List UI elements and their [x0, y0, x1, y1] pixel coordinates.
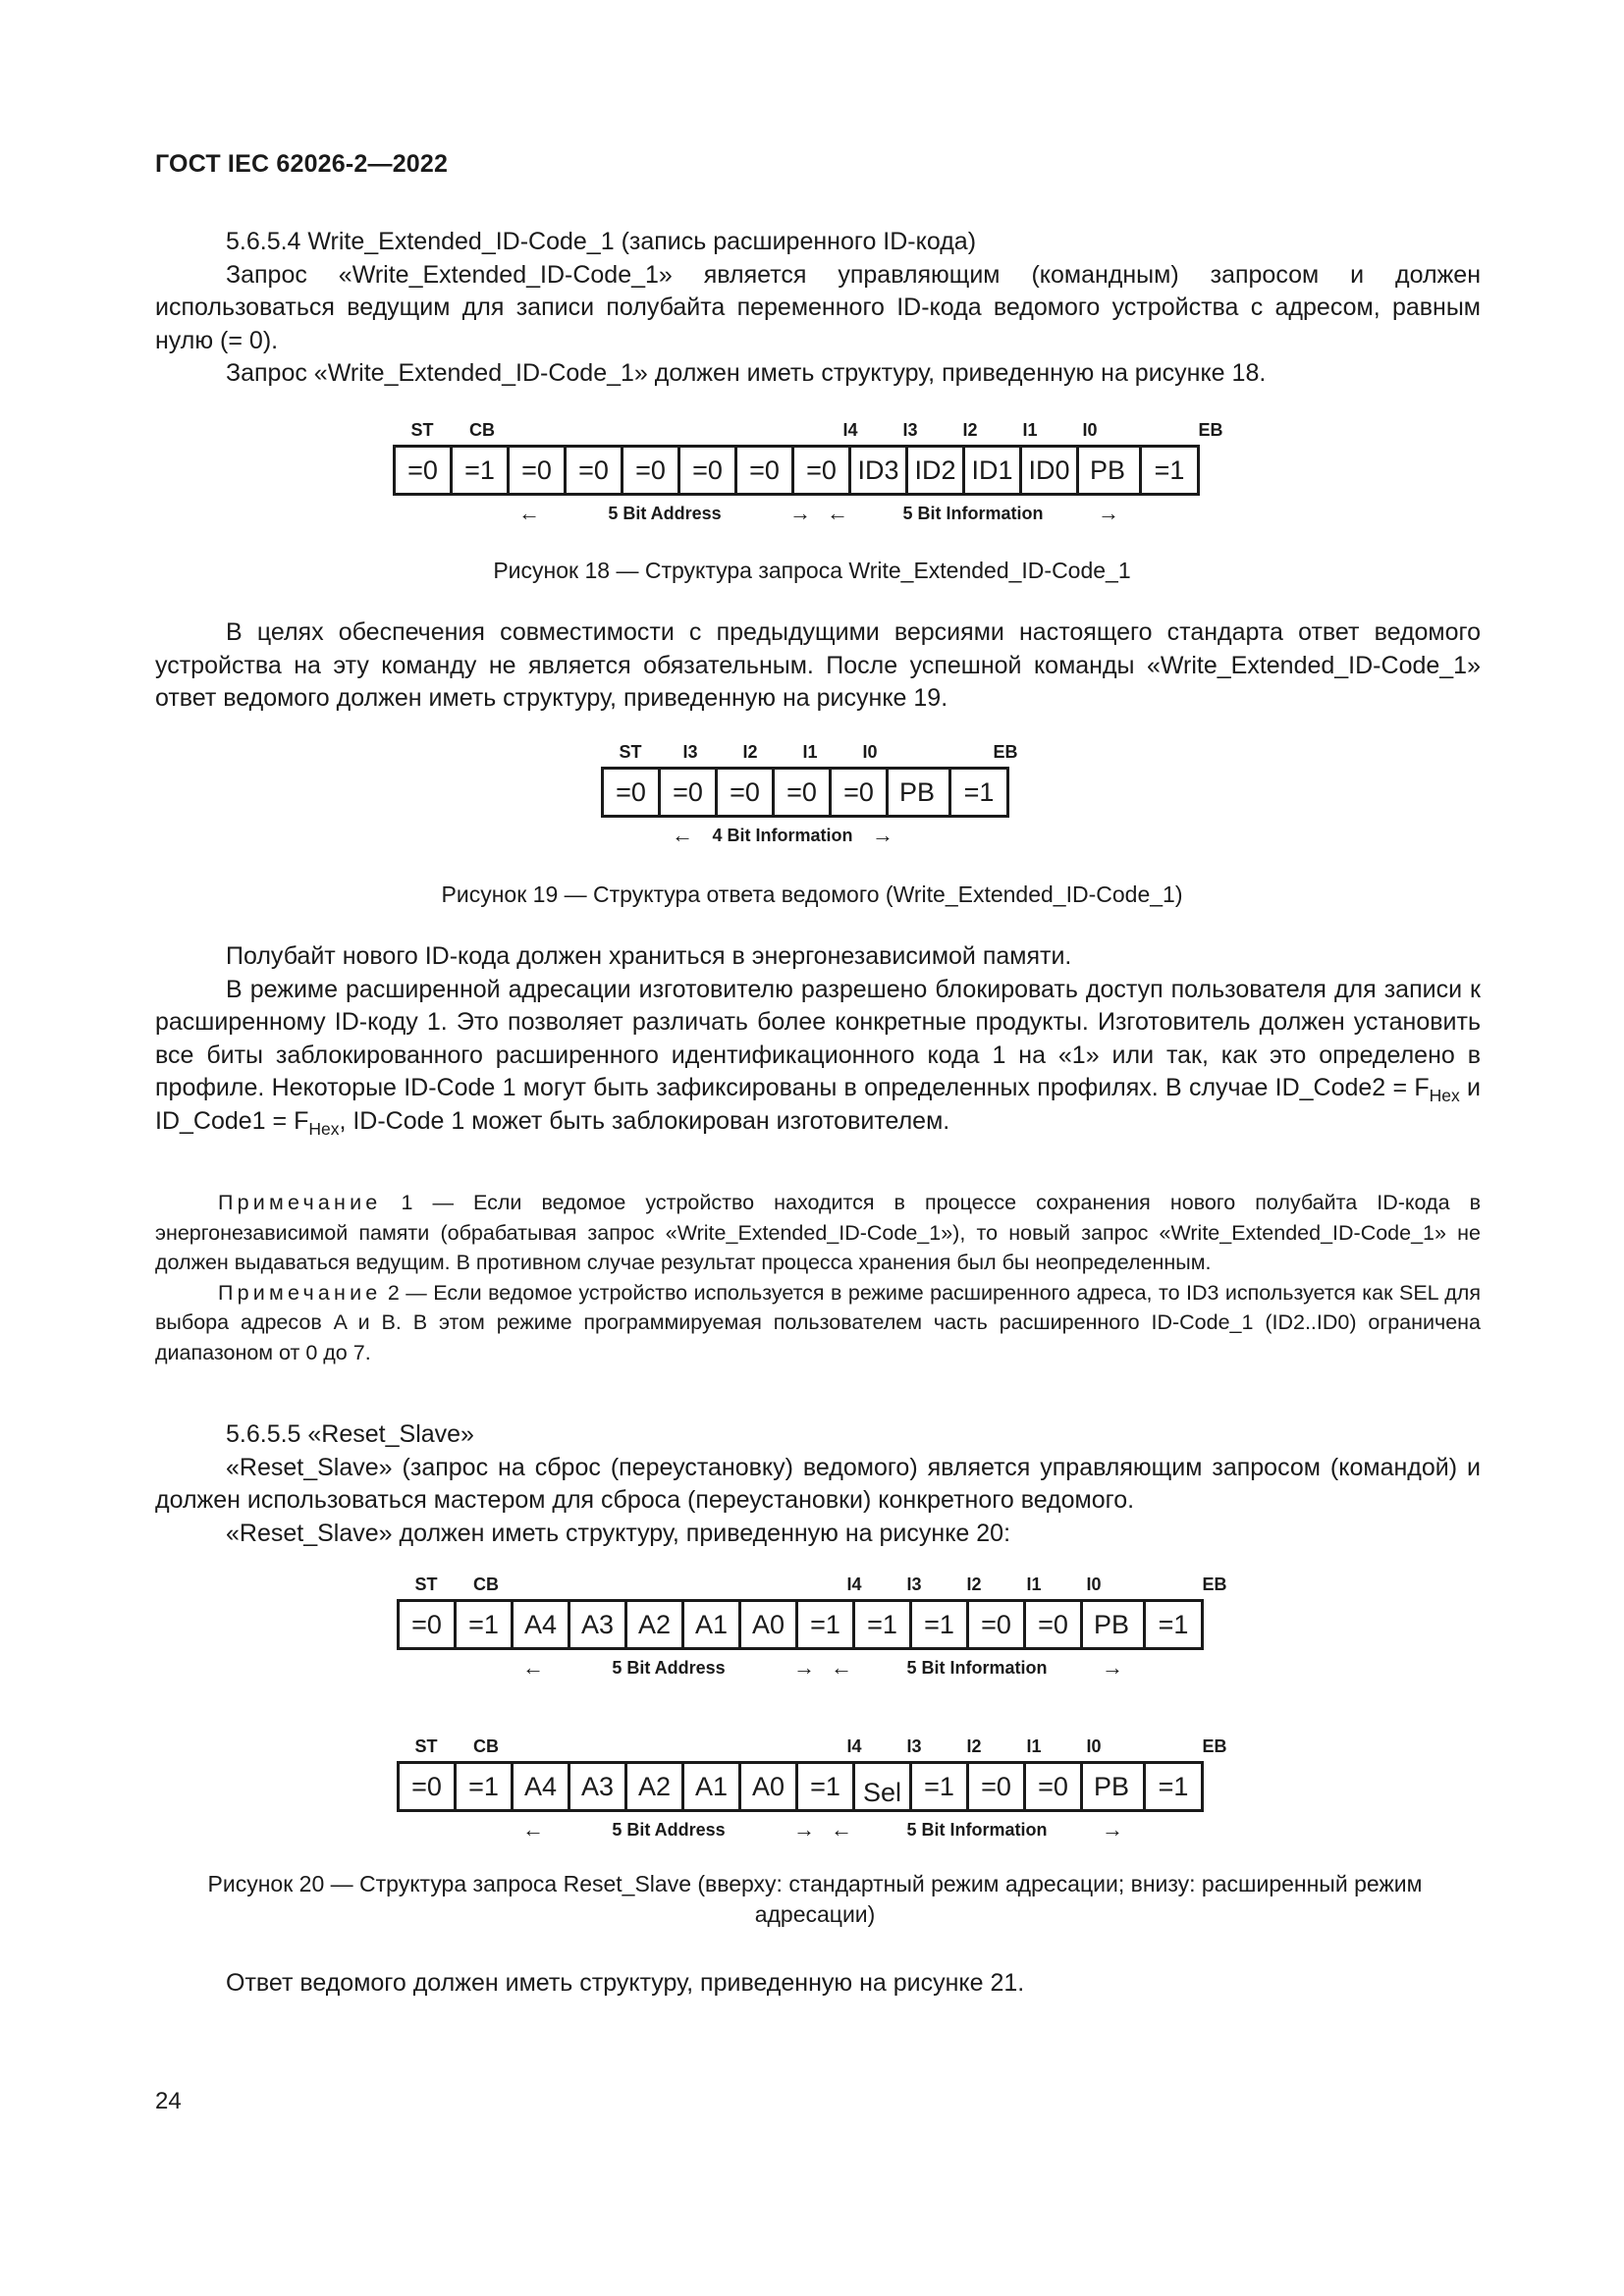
- bit-cell: =1: [457, 1764, 514, 1809]
- bit-ranges: [397, 1819, 1251, 1844]
- bit-cell: =0: [661, 770, 718, 815]
- bit-label: I3: [682, 742, 698, 762]
- paragraph: В целях обеспечения совместимости с предыдущими версиями настоящего стандарта ответ ведомого устройства на эту команду не является обязательным. После успешной команды «Write_Extended_ID-Code_1» ответ ведомого должен иметь структуру, приведенную на рисунке 19.: [155, 618, 1481, 712]
- info-range: [831, 1819, 1123, 1841]
- bit-label: I1: [1026, 1575, 1042, 1594]
- address-range: [522, 1657, 815, 1679]
- bit-cell: =1: [798, 1764, 855, 1809]
- figure-20-bottom-frame: [397, 1736, 1251, 1844]
- bit-cell: =0: [396, 448, 453, 493]
- page-number: 24: [155, 2088, 182, 2114]
- bit-cell: A0: [741, 1602, 798, 1647]
- bit-label: CB: [473, 1575, 499, 1594]
- sel-text: Sel: [862, 1777, 902, 1807]
- arrow-right-icon: →: [793, 1655, 815, 1680]
- bit-cell: =0: [794, 448, 851, 493]
- address-range: [518, 503, 811, 524]
- bit-label: EB: [1202, 1575, 1227, 1594]
- bit-label: I1: [1026, 1736, 1042, 1756]
- bit-cell: PB: [1083, 1602, 1140, 1647]
- bit-labels: [601, 742, 1043, 766]
- bit-label: ST: [619, 742, 642, 762]
- bit-cell: A4: [514, 1602, 570, 1647]
- bit-label: ST: [414, 1575, 438, 1594]
- note-2: [155, 1278, 1481, 1368]
- info-range-label: 5 Bit Information: [906, 1657, 1048, 1678]
- bit-label: ST: [410, 420, 434, 440]
- bit-labels: [393, 420, 1247, 444]
- bit-label: I4: [846, 1736, 862, 1756]
- arrow-right-icon: →: [1102, 1655, 1123, 1680]
- bit-label: I1: [1022, 420, 1038, 440]
- bit-label: I4: [846, 1575, 862, 1594]
- figure-19-frame: [601, 742, 1043, 850]
- paragraph: Полубайт нового ID-кода должен храниться в энергонезависимой памяти.: [226, 942, 1072, 970]
- arrow-left-icon: ←: [522, 1655, 544, 1680]
- bit-cell: =0: [832, 770, 889, 815]
- section-heading: 5.6.5.4 Write_Extended_ID-Code_1 (запись расширенного ID-кода): [226, 228, 977, 255]
- bit-label: CB: [469, 420, 495, 440]
- bit-labels: [397, 1736, 1251, 1760]
- bit-cell: =1: [1158, 1771, 1189, 1801]
- bit-label: I4: [842, 420, 858, 440]
- paragraph-fhex: [155, 974, 1481, 1139]
- figure-20-top-frame: [397, 1575, 1251, 1682]
- compat-paragraph-block: [155, 616, 1481, 716]
- bit-label: I2: [962, 420, 978, 440]
- address-range-label: 5 Bit Address: [608, 503, 722, 523]
- bit-cell: =0: [1026, 1764, 1083, 1809]
- bit-cell: ID1: [965, 448, 1022, 493]
- bit-label: I1: [802, 742, 818, 762]
- page-header: ГОСТ IEC 62026-2—2022: [155, 150, 449, 178]
- arrow-left-icon: ←: [518, 501, 540, 525]
- bit-cell: =1: [855, 1602, 912, 1647]
- bit-label: CB: [473, 1736, 499, 1756]
- bit-cell: A1: [684, 1764, 741, 1809]
- bit-label: I2: [966, 1736, 982, 1756]
- bit-cell: A1: [684, 1602, 741, 1647]
- bit-label: EB: [1202, 1736, 1227, 1756]
- note-text: 2 — Если ведомое устройство используется в режиме расширенного адреса, то ID3 используется как SEL для выбора адресов A и B. В этом режиме программируемая пользователем часть расширенного ID-Code_1 (ID2..ID0) ограничена диапазоном от 0 до 7.: [155, 1280, 1481, 1364]
- info-range: [672, 825, 893, 846]
- bit-cells: [393, 445, 1200, 496]
- bit-cell: =1: [798, 1602, 855, 1647]
- address-range: [522, 1819, 815, 1841]
- bit-labels: [397, 1575, 1251, 1598]
- subscript: Hex: [308, 1118, 340, 1139]
- text-segment: и ID_Code1 = F: [155, 1074, 1481, 1135]
- arrow-left-icon: ←: [831, 1655, 852, 1680]
- bit-cell: =0: [680, 448, 737, 493]
- bit-cell: A3: [570, 1602, 627, 1647]
- arrow-left-icon: ←: [827, 501, 848, 525]
- bit-label: I0: [1082, 420, 1098, 440]
- address-range-label: 5 Bit Address: [612, 1657, 726, 1678]
- note-1: [155, 1188, 1481, 1278]
- figure-20-caption: Рисунок 20 — Структура запроса Reset_Slave (вверху: стандартный режим адресации; внизу: расширенный режим адресации): [207, 1871, 1423, 1927]
- arrow-left-icon: ←: [672, 823, 693, 847]
- bit-label: I0: [1086, 1736, 1102, 1756]
- figure-18-frame: [393, 420, 1247, 528]
- bit-cell: =1: [963, 776, 995, 807]
- bit-label: EB: [993, 742, 1018, 762]
- note-label: Примечание: [218, 1280, 382, 1305]
- bit-ranges: [601, 825, 1043, 850]
- figure-19-caption: Рисунок 19 — Структура ответа ведомого (Write_Extended_ID-Code_1): [441, 881, 1183, 907]
- bit-ranges: [397, 1657, 1251, 1682]
- arrow-left-icon: ←: [522, 1817, 544, 1842]
- bit-cell: =1: [912, 1602, 969, 1647]
- body-block-2: [155, 940, 1481, 1138]
- subscript: Hex: [1429, 1086, 1460, 1105]
- bit-label: I3: [902, 420, 918, 440]
- bit-cell: PB: [1083, 1764, 1140, 1809]
- bit-cell: =1: [912, 1764, 969, 1809]
- bit-cell: =0: [718, 770, 775, 815]
- bit-cell: =1: [457, 1602, 514, 1647]
- bit-cell: A4: [514, 1764, 570, 1809]
- bit-cell: A0: [741, 1764, 798, 1809]
- info-range-label: 5 Bit Information: [906, 1819, 1048, 1840]
- bit-label: EB: [1198, 420, 1223, 440]
- section-heading: 5.6.5.5 «Reset_Slave»: [226, 1420, 474, 1448]
- figure-18-caption: Рисунок 18 — Структура запроса Write_Extended_ID-Code_1: [493, 558, 1131, 583]
- section-5654: [155, 226, 1481, 391]
- bit-label: I0: [862, 742, 878, 762]
- arrow-right-icon: →: [1098, 501, 1119, 525]
- section-5655: [155, 1418, 1481, 1550]
- bit-cells: [397, 1761, 1204, 1812]
- info-range-label: 4 Bit Information: [712, 825, 853, 845]
- bit-label: I2: [742, 742, 758, 762]
- arrow-left-icon: ←: [831, 1817, 852, 1842]
- bit-cell: =0: [604, 770, 661, 815]
- bit-cell: ID0: [1022, 448, 1079, 493]
- bit-cell: =1: [453, 448, 510, 493]
- bit-cell: =0: [510, 448, 567, 493]
- paragraph: Запрос «Write_Extended_ID-Code_1» должен иметь структуру, приведенную на рисунке 18.: [226, 359, 1267, 387]
- bit-ranges: [393, 503, 1247, 528]
- arrow-right-icon: →: [872, 823, 893, 847]
- bit-cell: PB: [1079, 448, 1136, 493]
- bit-label: I0: [1086, 1575, 1102, 1594]
- paragraph: «Reset_Slave» (запрос на сброс (переустановку) ведомого) является управляющим запросом (командой) и должен использоваться мастером для сброса (переустановки) конкретного ведомого.: [155, 1453, 1481, 1514]
- bit-cell: =1: [1158, 1609, 1189, 1639]
- info-range-label: 5 Bit Information: [902, 503, 1044, 523]
- arrow-right-icon: →: [789, 501, 811, 525]
- bit-cell-sel: [855, 1764, 912, 1809]
- bit-cell: PB: [889, 770, 946, 815]
- bit-cell: =0: [969, 1764, 1026, 1809]
- info-range: [827, 503, 1119, 524]
- bit-label: I3: [906, 1575, 922, 1594]
- bit-cell: ID2: [908, 448, 965, 493]
- bit-cell: =0: [737, 448, 794, 493]
- bit-cell: =0: [775, 770, 832, 815]
- bit-cell: A2: [627, 1602, 684, 1647]
- bit-cell: A3: [570, 1764, 627, 1809]
- paragraph: Ответ ведомого должен иметь структуру, приведенную на рисунке 21.: [226, 1969, 1025, 1997]
- note-label: Примечание: [218, 1191, 382, 1214]
- bit-cell: =0: [400, 1764, 457, 1809]
- bit-label: ST: [414, 1736, 438, 1756]
- address-range-label: 5 Bit Address: [612, 1819, 726, 1840]
- paragraph: Запрос «Write_Extended_ID-Code_1» является управляющим (командным) запросом и должен использоваться ведущим для записи полубайта переменного ID-кода ведомого устройства с адресом, равным нулю (= 0).: [155, 260, 1481, 354]
- bit-cell: ID3: [851, 448, 908, 493]
- closing-block: [155, 1967, 1481, 2001]
- note-text: 1 — Если ведомое устройство находится в процессе сохранения нового полубайта ID-кода в энергонезависимой памяти (обрабатывая запрос «Write_Extended_ID-Code_1»), то новый запрос «Write_Extended_ID-Code_1» не должен выдаваться ведущим. В противном случае результат процесса хранения был бы неопределенным.: [155, 1191, 1481, 1274]
- info-range: [831, 1657, 1123, 1679]
- bit-cell: =0: [567, 448, 623, 493]
- bit-cell: A2: [627, 1764, 684, 1809]
- text-segment: , ID-Code 1 может быть заблокирован изготовителем.: [339, 1106, 950, 1135]
- arrow-right-icon: →: [1102, 1817, 1123, 1842]
- bit-label: I3: [906, 1736, 922, 1756]
- bit-cells: [601, 767, 1009, 818]
- bit-cell: =0: [969, 1602, 1026, 1647]
- paragraph: «Reset_Slave» должен иметь структуру, приведенную на рисунке 20:: [226, 1519, 1011, 1547]
- bit-cells: [397, 1599, 1204, 1650]
- arrow-right-icon: →: [793, 1817, 815, 1842]
- notes-block: [155, 1188, 1481, 1367]
- bit-cell: =0: [623, 448, 680, 493]
- bit-label: I2: [966, 1575, 982, 1594]
- bit-cell: =1: [1154, 454, 1185, 485]
- bit-cell: =0: [400, 1602, 457, 1647]
- bit-cell: =0: [1026, 1602, 1083, 1647]
- text-segment: В режиме расширенной адресации изготовителю разрешено блокировать доступ пользователя для записи к расширенному ID-коду 1. Это позволяет различать более конкретные продукты. Изготовитель должен установить все биты заблокированного расширенного идентификационного кода 1 на «1» или так, как это определено в профиле. Некоторые ID-Code 1 могут быть зафиксированы в определенных профилях. В случае ID_Code2 = F: [155, 975, 1481, 1101]
